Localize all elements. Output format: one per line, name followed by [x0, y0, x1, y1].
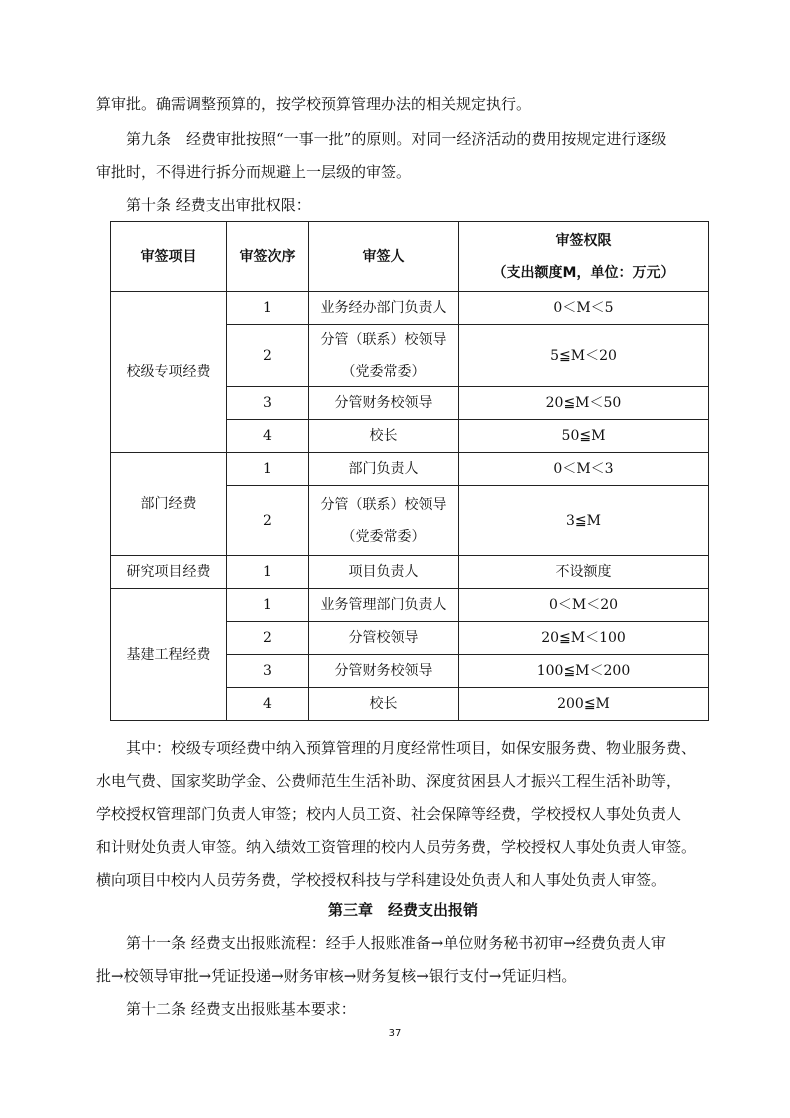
signer-cell: 分管财务校领导: [309, 387, 459, 420]
article-9-line2: 审批时，不得进行拆分而规避上一层级的审签。: [96, 163, 412, 181]
limit-cell: 20≦M＜50: [459, 387, 709, 420]
limit-cell: 0＜M＜20: [459, 589, 709, 622]
header-limit: [459, 222, 709, 292]
signer-cell: 业务经办部门负责人: [309, 292, 459, 325]
limit-cell: 0＜M＜5: [459, 292, 709, 325]
signer-line1: 分管（联系）校领导: [320, 496, 447, 513]
limit-cell: 3≦M: [459, 486, 709, 556]
header-limit-line2: （支出额度M，单位：万元）: [492, 264, 675, 281]
order-cell: 1: [227, 292, 309, 325]
order-cell: 1: [227, 556, 309, 589]
signer-cell: 分管校领导: [309, 622, 459, 655]
signer-cell: [309, 486, 459, 556]
signer-cell: 校长: [309, 688, 459, 721]
order-cell: 3: [227, 655, 309, 688]
paragraph-budget-end: 算审批。确需调整预算的，按学校预算管理办法的相关规定执行。: [96, 95, 532, 113]
group-item-cell: 部门经费: [111, 453, 227, 556]
article-11-line1: 第十一条 经费支出报账流程：经手人报账准备→单位财务秘书初审→经费负责人审: [126, 934, 666, 952]
order-cell: 1: [227, 589, 309, 622]
header-limit-line1: 审签权限: [555, 232, 612, 249]
note-line5: 横向项目中校内人员劳务费，学校授权科技与学科建设处负责人和人事处负责人审签。: [96, 871, 667, 889]
header-order: 审签次序: [227, 222, 309, 292]
limit-cell: 不设额度: [459, 556, 709, 589]
article-12-title: 第十二条 经费支出报账基本要求：: [126, 1000, 356, 1018]
order-cell: 2: [227, 486, 309, 556]
limit-cell: 100≦M＜200: [459, 655, 709, 688]
approval-authority-table: [110, 221, 709, 721]
group-item-cell: 基建工程经费: [111, 589, 227, 721]
order-cell: 4: [227, 420, 309, 453]
limit-cell: 5≦M＜20: [459, 325, 709, 387]
limit-cell: 0＜M＜3: [459, 453, 709, 486]
signer-line2: （党委常委）: [341, 363, 426, 380]
order-cell: 3: [227, 387, 309, 420]
order-cell: 4: [227, 688, 309, 721]
note-line3: 学校授权管理部门负责人审签；校内人员工资、社会保障等经费，学校授权人事处负责人: [96, 805, 682, 823]
chapter-heading: 第三章 经费支出报销: [327, 901, 478, 919]
order-cell: 2: [227, 622, 309, 655]
group-item-cell: 校级专项经费: [111, 292, 227, 453]
signer-cell: 校长: [309, 420, 459, 453]
group-item-cell: 研究项目经费: [111, 556, 227, 589]
signer-cell: 业务管理部门负责人: [309, 589, 459, 622]
signer-line2: （党委常委）: [341, 528, 426, 545]
header-signer: 审签人: [309, 222, 459, 292]
limit-cell: 20≦M＜100: [459, 622, 709, 655]
table-row: [111, 453, 709, 486]
note-line4: 和计财处负责人审签。纳入绩效工资管理的校内人员劳务费，学校授权人事处负责人审签。: [96, 838, 697, 856]
header-item: 审签项目: [111, 222, 227, 292]
note-line2: 水电气费、国家奖助学金、公费师范生生活补助、深度贫困县人才振兴工程生活补助等，: [96, 772, 682, 790]
table-header-row: [111, 222, 709, 292]
limit-cell: 200≦M: [459, 688, 709, 721]
article-9-line1: 第九条 经费审批按照“一事一批”的原则。对同一经济活动的费用按规定进行逐级: [126, 130, 667, 148]
table-row: [111, 292, 709, 325]
signer-cell: 项目负责人: [309, 556, 459, 589]
signer-cell: [309, 325, 459, 387]
article-11-line2: 批→校领导审批→凭证投递→财务审核→财务复核→银行支付→凭证归档。: [96, 967, 577, 985]
order-cell: 2: [227, 325, 309, 387]
article-10-title: 第十条 经费支出审批权限：: [126, 196, 311, 214]
table-row: [111, 589, 709, 622]
table-row: [111, 556, 709, 589]
signer-cell: 部门负责人: [309, 453, 459, 486]
note-line1: 其中：校级专项经费中纳入预算管理的月度经常性项目，如保安服务费、物业服务费、: [126, 739, 697, 757]
signer-cell: 分管财务校领导: [309, 655, 459, 688]
order-cell: 1: [227, 453, 309, 486]
signer-line1: 分管（联系）校领导: [320, 331, 447, 348]
page-number: 37: [388, 1028, 402, 1039]
limit-cell: 50≦M: [459, 420, 709, 453]
